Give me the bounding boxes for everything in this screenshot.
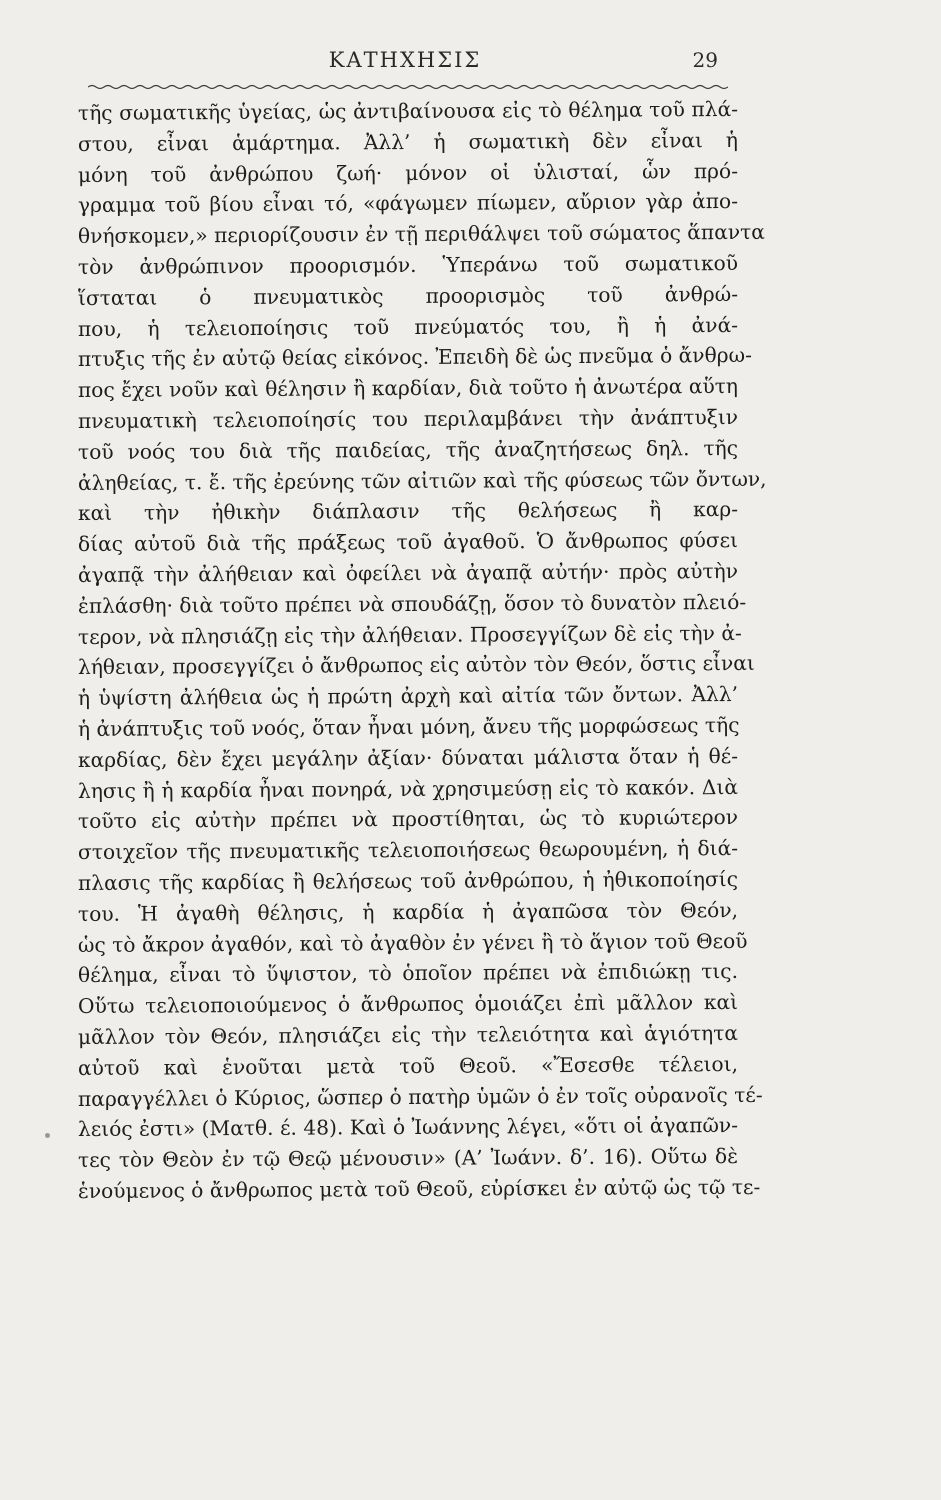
- text-line: ἀγαπᾷ τὴν ἀλήθειαν καὶ ὀφείλει νὰ ἀγαπᾷ αὐτήν· πρὸς αὐτὴν: [77, 558, 739, 587]
- text-line: ἡ ἀνάπτυξις τοῦ νοός, ὅταν ἦναι μόνη, ἄνευ τῆς μορφώσεως τῆς: [77, 712, 740, 741]
- ornamental-rule: [88, 80, 728, 94]
- page-header: [80, 48, 730, 78]
- text-line: ἐπλάσθη· διὰ τοῦτο πρέπει νὰ σπουδάζῃ, ὅσον τὸ δυνατὸν πλειό-: [77, 589, 747, 618]
- text-line: μόνη τοῦ ἀνθρώπου ζωή· μόνον οἱ ὑλισταί, ὧν πρό-: [77, 158, 739, 187]
- text-line: παραγγέλλει ὁ Κύριος, ὥσπερ ὁ πατὴρ ὑμῶν ὁ ἐν τοῖς οὐρανοῖς τέ-: [77, 1082, 763, 1111]
- text-line: πος ἔχει νοῦν καὶ θέλησιν ἢ καρδίαν, διὰ τοῦτο ἡ ἀνωτέρα αὕτη: [77, 374, 739, 403]
- text-line: στου, εἶναι ἁμάρτημα. Ἀλλ’ ἡ σωματικὴ δὲν εἶναι ἡ: [77, 127, 739, 156]
- text-line: αὐτοῦ καὶ ἑνοῦται μετὰ τοῦ Θεοῦ. «Ἔσεσθε τέλειοι,: [77, 1051, 739, 1080]
- text-line: δίας αὐτοῦ διὰ τῆς πράξεως τοῦ ἀγαθοῦ. Ὁ ἄνθρωπος φύσει: [77, 528, 739, 557]
- text-line: τοῦ νοός του διὰ τῆς παιδείας, τῆς ἀναζητήσεως δηλ. τῆς: [77, 435, 739, 464]
- text-line: μᾶλλον τὸν Θεόν, πλησιάζει εἰς τὴν τελειότητα καὶ ἁγιότητα: [77, 1020, 739, 1049]
- text-line: στοιχεῖον τῆς πνευματικῆς τελειοποιήσεως θεωρουμένη, ἡ διά-: [77, 836, 739, 865]
- text-line: καὶ τὴν ἠθικὴν διάπλασιν τῆς θελήσεως ἢ καρ-: [77, 497, 739, 526]
- text-line: τερον, νὰ πλησιάζῃ εἰς τὴν ἀλήθειαν. Προσεγγίζων δὲ εἰς τὴν ἀ-: [77, 620, 742, 649]
- text-line: θέλημα, εἶναι τὸ ὕψιστον, τὸ ὁποῖον πρέπει νὰ ἐπιδιώκῃ τις.: [77, 959, 739, 988]
- text-line: του. Ἡ ἀγαθὴ θέλησις, ἡ καρδία ἡ ἀγαπῶσα τὸν Θεόν,: [77, 897, 739, 926]
- text-line: ἵσταται ὁ πνευματικὸς προορισμὸς τοῦ ἀνθρώ-: [77, 281, 739, 310]
- text-line: πνευματικὴ τελειοποίησίς του περιλαμβάνει τὴν ἀνάπτυξιν: [77, 404, 739, 433]
- margin-speck: [45, 1133, 50, 1138]
- text-line: λησις ἢ ἡ καρδία ἦναι πονηρά, νὰ χρησιμεύσῃ εἰς τὸ κακόν. Διὰ: [77, 774, 739, 803]
- page-number: 29: [692, 48, 718, 72]
- text-line: καρδίας, δὲν ἔχει μεγάλην ἀξίαν· δύναται μάλιστα ὅταν ἡ θέ-: [77, 743, 739, 772]
- text-line: τῆς σωματικῆς ὑγείας, ὡς ἀντιβαίνουσα εἰς τὸ θέλημα τοῦ πλά-: [77, 96, 739, 125]
- body-text: [77, 96, 767, 1207]
- text-line: ἑνούμενος ὁ ἄνθρωπος μετὰ τοῦ Θεοῦ, εὑρίσκει ἐν αὐτῷ ὡς τῷ τε-: [77, 1174, 761, 1203]
- text-line: θνήσκομεν,» περιορίζουσιν ἐν τῇ περιθάλψει τοῦ σώματος ἅπαντα: [77, 219, 765, 249]
- text-line: Οὕτω τελειοποιούμενος ὁ ἄνθρωπος ὁμοιάζει ἐπὶ μᾶλλον καὶ: [77, 990, 739, 1019]
- text-line: ἡ ὑψίστη ἀλήθεια ὡς ἡ πρώτη ἀρχὴ καὶ αἰτία τῶν ὄντων. Ἀλλ’: [77, 682, 739, 711]
- text-line: τες τὸν Θεὸν ἐν τῷ Θεῷ μένουσιν» (Α’ Ἰωάνν. δ’. 16). Οὕτω δὲ: [77, 1144, 739, 1173]
- text-line: τοῦτο εἰς αὐτὴν πρέπει νὰ προστίθηται, ὡς τὸ κυριώτερον: [77, 805, 739, 834]
- text-line: λήθειαν, προσεγγίζει ὁ ἄνθρωπος εἰς αὐτὸν τὸν Θεόν, ὅστις εἶναι: [77, 651, 755, 680]
- text-line: λειός ἐστι» (Ματθ. έ. 48). Καὶ ὁ Ἰωάννης λέγει, «ὅτι οἱ ἀγαπῶν-: [77, 1113, 739, 1142]
- running-title: ΚΑΤΗΧΗΣΙΣ: [328, 48, 482, 72]
- text-line: που, ἡ τελειοποίησις τοῦ πνεύματός του, ἢ ἡ ἀνά-: [77, 312, 739, 341]
- text-line: πτυξις τῆς ἐν αὐτῷ θείας εἰκόνος. Ἐπειδὴ δὲ ὡς πνεῦμα ὁ ἄνθρω-: [77, 343, 752, 372]
- text-line: τὸν ἀνθρώπινον προορισμόν. Ὑπεράνω τοῦ σωματικοῦ: [77, 250, 739, 279]
- text-line: πλασις τῆς καρδίας ἢ θελήσεως τοῦ ἀνθρώπου, ἡ ἠθικοποίησίς: [77, 866, 739, 895]
- text-line: γραμμα τοῦ βίου εἶναι τό, «φάγωμεν πίωμεν, αὔριον γὰρ ἀπο-: [77, 189, 739, 218]
- text-line: ὡς τὸ ἄκρον ἀγαθόν, καὶ τὸ ἀγαθὸν ἐν γένει ἢ τὸ ἅγιον τοῦ Θεοῦ: [77, 928, 748, 957]
- text-line: ἀληθείας, τ. ἔ. τῆς ἐρεύνης τῶν αἰτιῶν καὶ τῆς φύσεως τῶν ὄντων,: [77, 466, 767, 495]
